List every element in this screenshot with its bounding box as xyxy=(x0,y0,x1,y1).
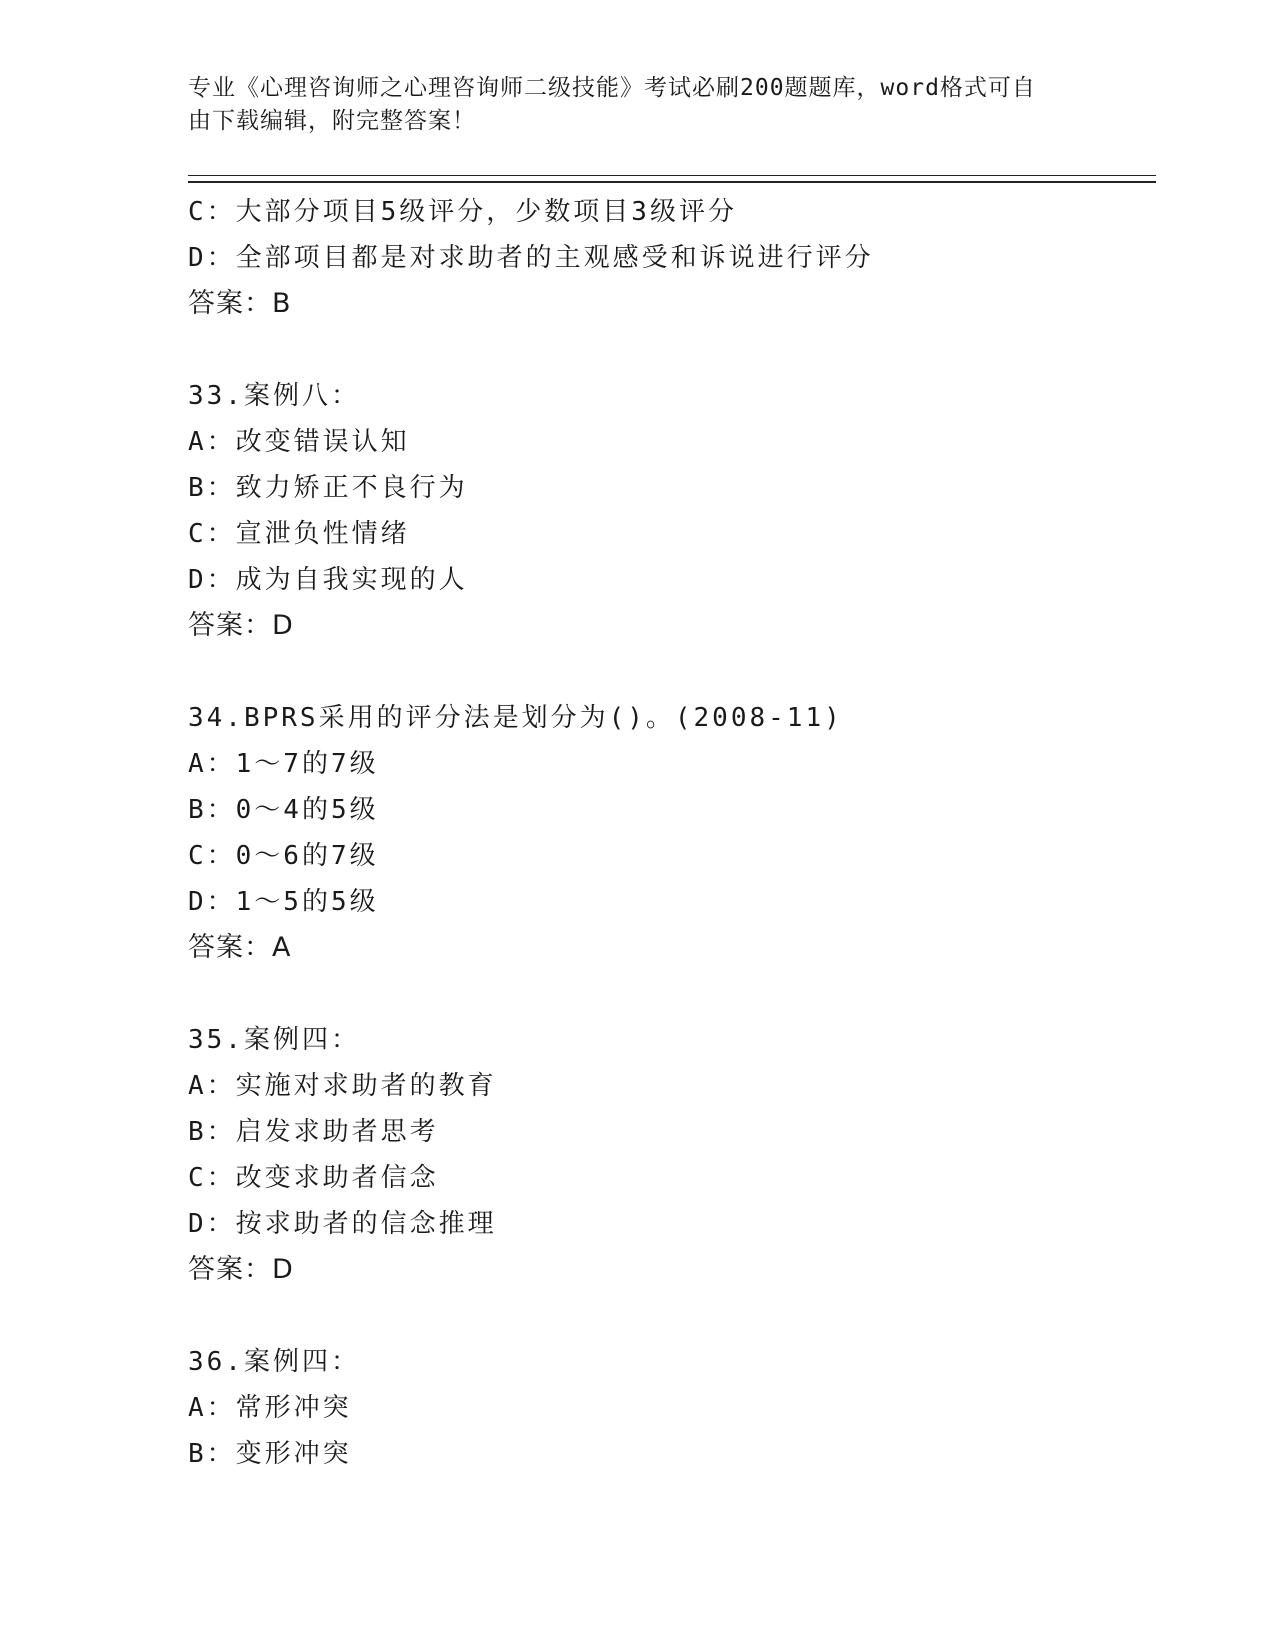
answer-line: 答案：D xyxy=(188,610,294,641)
option-d: D：1～5的5级 xyxy=(188,887,379,917)
header-title-line-2: 由下载编辑，附完整答案！ xyxy=(188,108,476,134)
question-36 xyxy=(188,1339,1156,1477)
question-33 xyxy=(188,373,1156,649)
option-d: D：成为自我实现的人 xyxy=(188,565,468,595)
option-b: B：致力矫正不良行为 xyxy=(188,473,468,503)
option-c: C：改变求助者信念 xyxy=(188,1163,439,1193)
question-stem: 34.BPRS采用的评分法是划分为()。(2008-11) xyxy=(188,703,843,733)
spacer xyxy=(188,1293,1156,1339)
option-a: A：改变错误认知 xyxy=(188,427,410,457)
question-list xyxy=(188,189,1156,1477)
question-stem: 36.案例四： xyxy=(188,1347,360,1377)
option-c: C：大部分项目5级评分，少数项目3级评分 xyxy=(188,197,737,227)
option-b: B：变形冲突 xyxy=(188,1439,352,1469)
answer-line: 答案：D xyxy=(188,1254,294,1285)
option-d: D：按求助者的信念推理 xyxy=(188,1209,497,1239)
header-divider-thick xyxy=(188,181,1156,183)
answer-line: 答案：B xyxy=(188,288,292,319)
option-c: C：宣泄负性情绪 xyxy=(188,519,410,549)
spacer xyxy=(188,971,1156,1017)
question-stem: 33.案例八： xyxy=(188,381,360,411)
option-a: A：常形冲突 xyxy=(188,1393,352,1423)
option-b: B：0～4的5级 xyxy=(188,795,379,825)
header-divider-thin xyxy=(188,175,1156,176)
option-b: B：启发求助者思考 xyxy=(188,1117,439,1147)
spacer xyxy=(188,327,1156,373)
question-35 xyxy=(188,1017,1156,1293)
question-stem: 35.案例四： xyxy=(188,1025,360,1055)
header-title-line-1: 专业《心理咨询师之心理咨询师二级技能》考试必刷200题题库，word格式可自 xyxy=(188,75,1036,101)
option-c: C：0～6的7级 xyxy=(188,841,379,871)
spacer xyxy=(188,649,1156,695)
question-34 xyxy=(188,695,1156,971)
option-d: D：全部项目都是对求助者的主观感受和诉说进行评分 xyxy=(188,243,874,273)
option-a: A：实施对求助者的教育 xyxy=(188,1071,497,1101)
document-header xyxy=(188,72,1088,138)
question-continuation xyxy=(188,189,1156,327)
option-a: A：1～7的7级 xyxy=(188,749,379,779)
answer-line: 答案：A xyxy=(188,932,292,963)
